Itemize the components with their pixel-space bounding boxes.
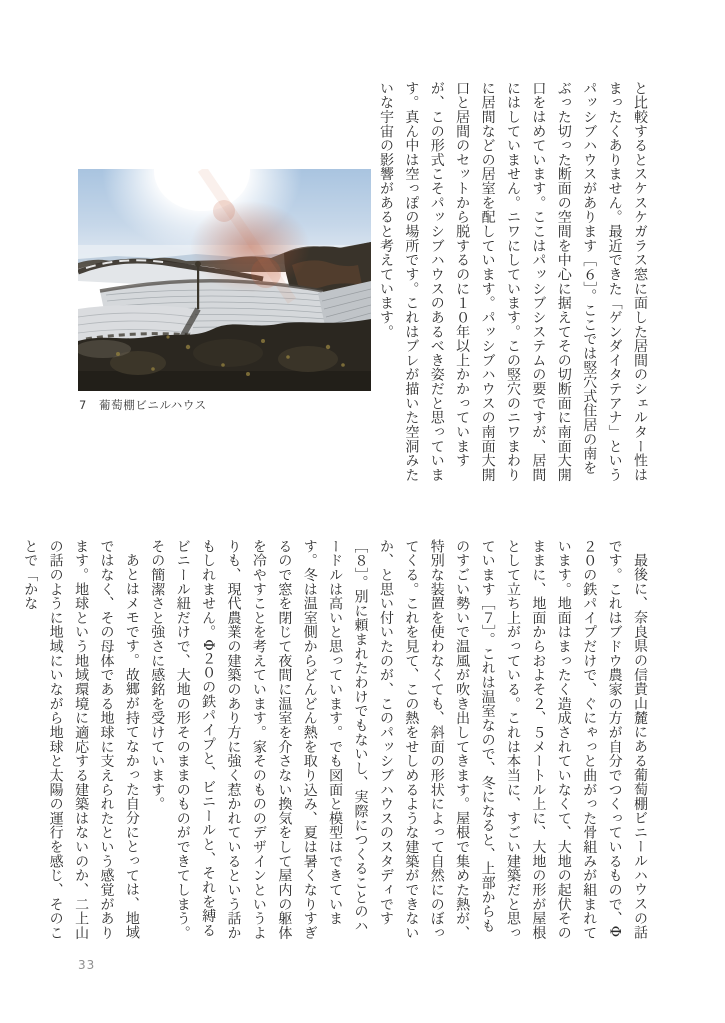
photo-vinyl-houses bbox=[78, 169, 371, 391]
figure-photo bbox=[78, 169, 371, 391]
bottom-paragraph-2: あとはメモです。故郷が持てなかった自分にとっては、地域ではなく、その母体である地球に支えられたという感覚があります。地球という地域環境に適応する建築はないのか、二上山の話のように地域にいながら地球と太陽の運行を感じ、そのことで「かな bbox=[22, 539, 140, 940]
top-text-block bbox=[370, 81, 652, 483]
page-number: 33 bbox=[78, 958, 96, 972]
bottom-paragraph-1: 最後に、奈良県の信貴山麓にある葡萄棚ビニールハウスの話です。これはブドウ農家の方が自分でつくっているもので、Φ２０の鉄パイプだけで、ぐにゃっと曲がった骨組みが組まれています。地面はまったく造成されていなくて、大地の起伏そのままに、地面からおよそ２、５メートル上に、大地の形が屋根として立ち上がっている。これは本当に、すごい建築だと思っています［７］。これは温室なので、冬になると、上部からものすごい勢いで温風が吹き出してきます。屋根で集めた熱が、特別な装置を使わなくても、斜面の形状によって自然にのぼってくる。これを見て、この熱をせしめるような建築ができないか、と思い付いたのが、このパッシブハウスのスタディです［８］。別に頼まれたわけでもないし、実際につくることのハードルは高いと思っています。でも図面と模型はできています。冬は温室側からどんどん熱を取り込み、夏は暑くなりすぎるので窓を閉じて夜間に温室を介さない換気をして屋内の躯体を冷やすことを考えています。家そのもののデザインというよりも、現代農業の建築のあり方に強く惹かれているという話かもしれません。Φ２０の鉄パイプと、ビニールと、それを縛るビニール紐だけで、大地の形そのままのものができてしまう。その簡潔さと強さに感銘を受けています。 bbox=[149, 539, 648, 940]
photo-pole bbox=[197, 265, 199, 309]
figure-caption: 7 葡萄棚ビニルハウス bbox=[79, 398, 207, 412]
bottom-text-block bbox=[22, 539, 652, 943]
top-paragraph: と比較するとスケスケガラス窓に面した居間のシェルター性はまったくありません。最近できた「ゲンダイタテアナ」というパッシブハウスがあります［６］。ここでは竪穴式住居の南をぶった切った断面の空間を中心に据えてその切断面に南面大開口をはめています。ここはパッシブシステムの要ですが、居間にはしていません。ニワにしています。この竪穴のニワまわりに居間などの居室を配しています。パッシブハウスの南面大開口と居間のセットから脱するのに１０年以上かかっていますが、この形式こそパッシブハウスのあるべき姿だと思っています。真ん中は空っぽの場所です。これはブレが描いた空洞みたいな宇宙の影響があると考えています。 bbox=[377, 81, 648, 482]
